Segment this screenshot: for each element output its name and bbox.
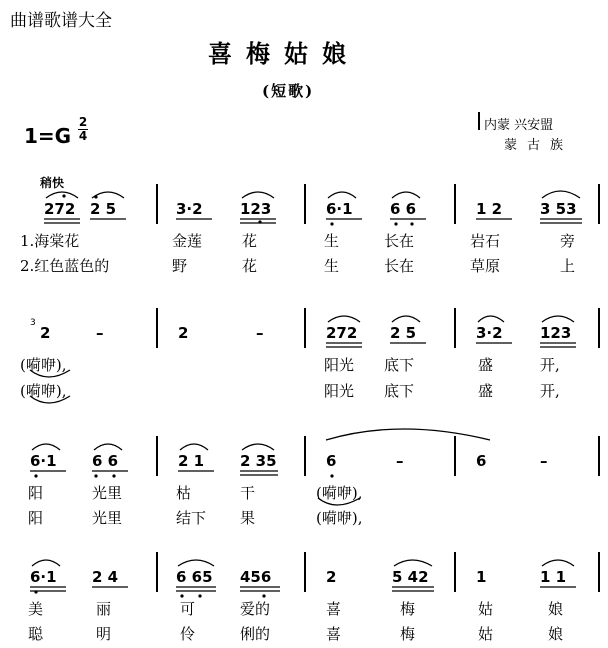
note-group: 2 (326, 568, 337, 586)
lyric: 姑 (478, 600, 494, 618)
slur (30, 396, 70, 403)
lyric: 果 (240, 509, 256, 527)
note-group: 5 42 (392, 568, 429, 586)
note-group: – (396, 452, 404, 470)
note-group: 2 1 (178, 452, 205, 470)
lyric: 娘 (548, 625, 564, 643)
lyric: 干 (240, 484, 256, 502)
lyric: 爱的 (240, 600, 271, 618)
lyric: 长在 (384, 232, 415, 250)
note-group: 2 4 (92, 568, 119, 586)
note-group: 6 (476, 452, 487, 470)
beam (30, 471, 278, 475)
lyric: 野 (172, 257, 188, 275)
slur (242, 444, 274, 450)
octave-dot (34, 590, 37, 593)
note-group: 6·1 (30, 452, 57, 470)
lyric: 金莲 (172, 232, 203, 250)
note-group: 456 (240, 568, 272, 586)
slur (392, 192, 420, 198)
site-label: 曲谱歌谱大全 (10, 11, 112, 31)
octave-dot (394, 222, 397, 225)
lyric: 娘 (548, 600, 564, 618)
lyric: 结下 (176, 509, 207, 527)
lyric: 美 (28, 600, 44, 618)
lyric: 上 (560, 257, 576, 275)
lyric: 可 (180, 600, 196, 618)
slur (328, 316, 360, 322)
lyric: 伶 (180, 625, 196, 643)
octave-dot (112, 474, 115, 477)
lyric: (嗬咿), (20, 356, 67, 374)
lyric: 丽 (96, 600, 112, 618)
note-group: – (540, 452, 548, 470)
note-group: 6 (326, 452, 337, 470)
lyric: 盛 (478, 382, 494, 400)
beam (326, 343, 576, 347)
lyric: 阳光 (324, 356, 355, 374)
slur (178, 560, 214, 566)
octave-dot (410, 222, 413, 225)
lyric: 梅 (400, 600, 416, 618)
note-group: 3 53 (540, 200, 577, 218)
slur (32, 444, 60, 450)
slur (328, 192, 356, 198)
octave-dot (198, 594, 201, 597)
lyric: 阳 (28, 509, 44, 527)
note-group: 272 (44, 200, 76, 218)
note-group: 3·2 (476, 324, 503, 342)
note-group: 2 35 (240, 452, 277, 470)
lyric: 底下 (384, 382, 415, 400)
lyric: 2.红色蓝色的 (20, 257, 110, 275)
song-subtitle: (短歌) (262, 82, 315, 100)
note-group: 6 65 (176, 568, 213, 586)
lyric: 花 (242, 257, 258, 275)
slur (542, 560, 574, 566)
note-group: 2 5 (390, 324, 417, 342)
slur (318, 498, 360, 505)
lyric: 长在 (384, 257, 415, 275)
lyric: 生 (324, 232, 340, 250)
time-sig-top: 2 (78, 115, 88, 129)
octave-dot (330, 474, 333, 477)
note-group: 2 (40, 324, 51, 342)
note-group: 6·1 (326, 200, 353, 218)
slur (242, 192, 274, 198)
octave-dot (62, 194, 65, 197)
octave-dot (94, 474, 97, 477)
slur (94, 444, 122, 450)
time-sig-bottom: 4 (78, 129, 88, 143)
slur (46, 192, 78, 198)
lyric: 岩石 (470, 232, 501, 250)
lyric: 梅 (400, 625, 416, 643)
lyric: 生 (324, 257, 340, 275)
lyric: (嗬咿), (316, 484, 363, 502)
tie (326, 429, 490, 440)
lyric: 光里 (92, 484, 123, 502)
octave-dot (94, 195, 97, 198)
slur (30, 370, 70, 377)
note-group: 3·2 (176, 200, 203, 218)
lyric: 光里 (92, 509, 123, 527)
slur (180, 444, 208, 450)
note-group: 6 6 (390, 200, 417, 218)
octave-dot (258, 220, 261, 223)
origin-ethnicity: 蒙古族 (504, 138, 574, 153)
octave-dot (180, 594, 183, 597)
slur (478, 316, 504, 322)
note-group: – (256, 324, 264, 342)
lyric: 喜 (326, 625, 342, 643)
note-group: 1 1 (540, 568, 567, 586)
tempo-marking: 稍快 (40, 176, 65, 190)
lyric: 1.海棠花 (20, 232, 80, 250)
octave-dot (34, 474, 37, 477)
lyric: 喜 (326, 600, 342, 618)
note-group: 1 2 (476, 200, 503, 218)
slur (542, 316, 574, 322)
lyric: 盛 (478, 356, 494, 374)
lyric: 阳 (28, 484, 44, 502)
lyric: 花 (242, 232, 258, 250)
lyric: 聪 (28, 625, 44, 643)
lyric: 姑 (478, 625, 494, 643)
slur (394, 560, 432, 566)
note-group: 1 (476, 568, 487, 586)
lyric: 俐的 (240, 625, 271, 643)
note-group: 6·1 (30, 568, 57, 586)
slur (542, 191, 580, 198)
note-group: 123 (240, 200, 272, 218)
key-signature: 1=G (24, 124, 72, 148)
note-group: 123 (540, 324, 572, 342)
lyric: 底下 (384, 356, 415, 374)
lyric: 草原 (470, 257, 501, 275)
octave-dot (262, 594, 265, 597)
lyric: (嗬咿), (316, 509, 363, 527)
note-group: 6 6 (92, 452, 119, 470)
lyric: 旁 (560, 232, 576, 250)
lyric: 阳光 (324, 382, 355, 400)
lyric: 开, (540, 382, 560, 400)
note-group: 2 (178, 324, 189, 342)
slur (32, 560, 60, 566)
note-group: – (96, 324, 104, 342)
lyric: 开, (540, 356, 560, 374)
beam (30, 587, 576, 591)
song-title: 喜梅姑娘 (208, 39, 360, 68)
lyric: (嗬咿), (20, 382, 67, 400)
slur (392, 316, 420, 322)
octave-dot (330, 222, 333, 225)
lyric: 明 (96, 625, 112, 643)
origin-region: 内蒙 兴安盟 (484, 118, 554, 133)
note-group: 2 5 (90, 200, 117, 218)
grace-note: 3 (30, 318, 36, 328)
note-group: 272 (326, 324, 358, 342)
lyric: 枯 (176, 484, 192, 502)
